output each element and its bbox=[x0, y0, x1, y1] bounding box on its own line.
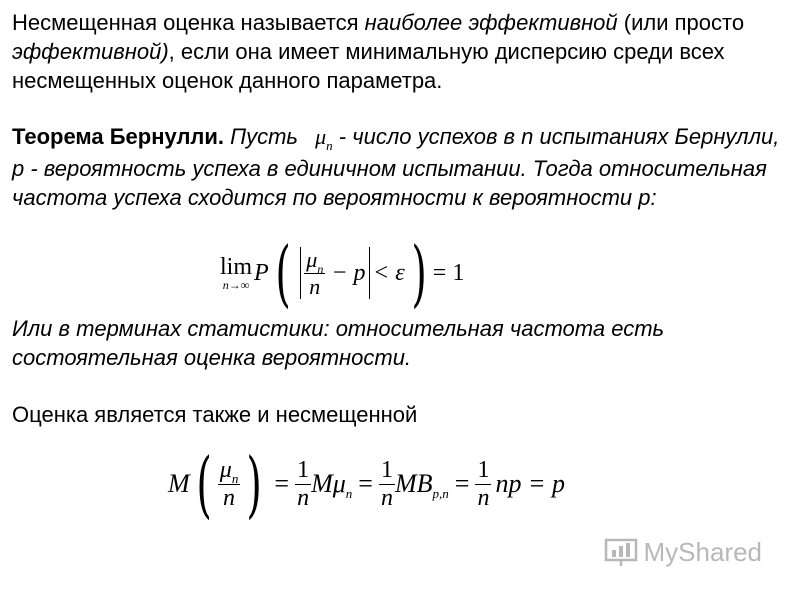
text-segment: , если она имеет минимальную дисперсию среди всех несмещенных оценок данного параметра. bbox=[12, 39, 725, 93]
minus-p: − p bbox=[331, 259, 366, 286]
symbol-mu-n: $\mu_n$ bbox=[315, 124, 333, 153]
prob-symbol: P bbox=[254, 259, 269, 286]
abs-bar-left bbox=[300, 247, 302, 299]
fraction-mu-over-n: $\frac{\mu_n}{n}$ bbox=[306, 246, 324, 299]
text-segment: - число успехов в n испытаниях Бернулли, р - вероятность успеха в единичном испытании. Тогда относительная частота успеха сходится по вероятности к вероятности р: bbox=[12, 124, 780, 210]
fraction-one-over-n: $\frac{1}{n}$ bbox=[380, 456, 393, 511]
paragraph-unbiased-definition bbox=[12, 8, 782, 95]
formula-bernoulli-limit bbox=[220, 231, 465, 315]
less-than-epsilon: < ε bbox=[373, 259, 405, 286]
term-most-efficient: наиболее эффективной bbox=[364, 10, 618, 35]
right-paren: ) bbox=[411, 231, 427, 315]
paragraph-bernoulli-theorem bbox=[12, 122, 787, 212]
fraction-one-over-n: $\frac{1}{n}$ bbox=[477, 456, 490, 511]
equals-one: = 1 bbox=[432, 259, 465, 286]
formula-expectation bbox=[168, 442, 565, 526]
expectation-symbol: M bbox=[168, 469, 190, 498]
abs-bar-right bbox=[369, 247, 371, 299]
text-segment: Или в терминах статистики: относительная частота есть состоятельная оценка вероятности. bbox=[12, 316, 665, 370]
equals-sign: = bbox=[274, 469, 290, 498]
np-equals-p: np = p bbox=[495, 469, 565, 498]
fraction-mu-over-n: $\frac{\mu_n}{n}$ bbox=[219, 456, 239, 511]
text-segment: Пусть bbox=[224, 124, 305, 149]
term-efficient: эффективной) bbox=[12, 39, 169, 64]
fraction-one-over-n: $\frac{1}{n}$ bbox=[297, 456, 310, 511]
theorem-title: Теорема Бернулли. bbox=[12, 124, 225, 149]
M-mu-n: $M\mu_n$ bbox=[311, 469, 353, 501]
myshared-logo bbox=[604, 537, 763, 568]
left-paren: ( bbox=[275, 231, 291, 315]
text-segment: Оценка является также и несмещенной bbox=[12, 402, 418, 427]
right-paren: ) bbox=[246, 442, 263, 526]
text-segment: Несмещенная оценка называется bbox=[12, 10, 365, 35]
equals-sign: = bbox=[358, 469, 373, 498]
MB-p-n: $MB_{p,n}$ bbox=[394, 469, 449, 501]
equals-sign: = bbox=[454, 469, 470, 498]
presentation-icon bbox=[604, 538, 640, 568]
logo-text: MyShared bbox=[643, 537, 762, 567]
paragraph-statistics-terms bbox=[12, 314, 782, 372]
paragraph-unbiased-note bbox=[12, 400, 782, 429]
text-segment: (или просто bbox=[617, 10, 745, 35]
limit-operator: lim n→∞ bbox=[220, 254, 253, 292]
left-paren: ( bbox=[195, 442, 212, 526]
